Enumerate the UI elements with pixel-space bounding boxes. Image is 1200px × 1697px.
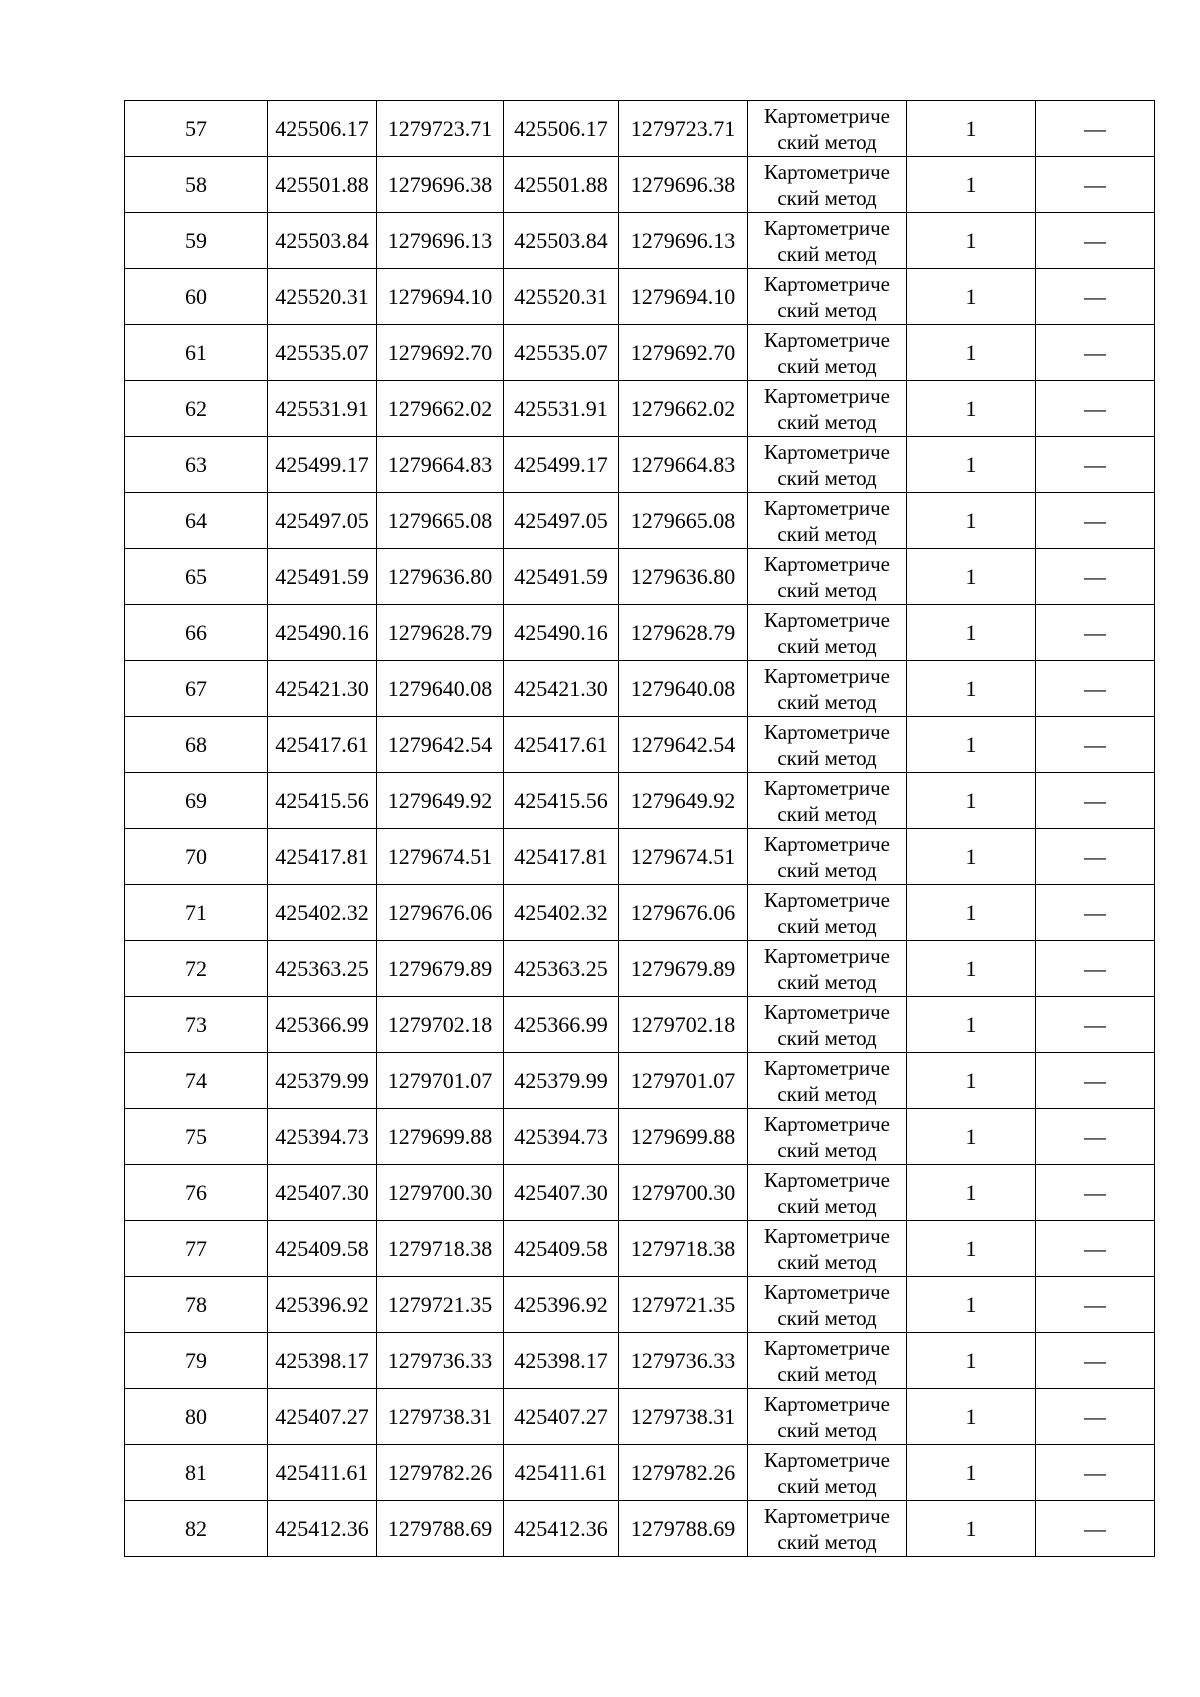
y-refined-cell: 1279676.06 <box>619 885 748 941</box>
y-refined-cell: 1279692.70 <box>619 325 748 381</box>
method-text-line-2: ский метод <box>777 241 877 266</box>
description-cell: — <box>1036 381 1155 437</box>
accuracy-cell: 1 <box>907 549 1036 605</box>
method-text-line-1: Картометриче <box>764 215 890 240</box>
y-refined-cell: 1279662.02 <box>619 381 748 437</box>
method-text-line-2: ский метод <box>777 297 877 322</box>
point-number-cell: 82 <box>125 1501 268 1557</box>
table-row <box>125 1333 1155 1389</box>
x-refined-cell: 425379.99 <box>504 1053 619 1109</box>
x-existing-cell: 425411.61 <box>268 1445 377 1501</box>
accuracy-cell: 1 <box>907 325 1036 381</box>
method-text-line-1: Картометриче <box>764 1055 890 1080</box>
point-number-cell: 66 <box>125 605 268 661</box>
method-text-line-2: ский метод <box>777 689 877 714</box>
point-number-cell: 59 <box>125 213 268 269</box>
x-existing-cell: 425503.84 <box>268 213 377 269</box>
point-number-cell: 76 <box>125 1165 268 1221</box>
y-existing-cell: 1279636.80 <box>377 549 504 605</box>
method-cell <box>748 829 907 885</box>
x-existing-cell: 425394.73 <box>268 1109 377 1165</box>
y-refined-cell: 1279721.35 <box>619 1277 748 1333</box>
description-cell: — <box>1036 437 1155 493</box>
table-row <box>125 269 1155 325</box>
description-cell: — <box>1036 101 1155 157</box>
y-existing-cell: 1279723.71 <box>377 101 504 157</box>
x-existing-cell: 425531.91 <box>268 381 377 437</box>
table-row <box>125 829 1155 885</box>
x-existing-cell: 425421.30 <box>268 661 377 717</box>
table-row <box>125 549 1155 605</box>
table-row <box>125 213 1155 269</box>
method-text-line-1: Картометриче <box>764 1223 890 1248</box>
y-refined-cell: 1279636.80 <box>619 549 748 605</box>
x-refined-cell: 425366.99 <box>504 997 619 1053</box>
table-row <box>125 1445 1155 1501</box>
table-row <box>125 101 1155 157</box>
table-body <box>125 101 1155 1557</box>
y-refined-cell: 1279702.18 <box>619 997 748 1053</box>
y-existing-cell: 1279696.38 <box>377 157 504 213</box>
x-refined-cell: 425394.73 <box>504 1109 619 1165</box>
x-refined-cell: 425491.59 <box>504 549 619 605</box>
x-existing-cell: 425497.05 <box>268 493 377 549</box>
table-row <box>125 941 1155 997</box>
x-refined-cell: 425531.91 <box>504 381 619 437</box>
method-cell <box>748 1053 907 1109</box>
accuracy-cell: 1 <box>907 1053 1036 1109</box>
x-refined-cell: 425412.36 <box>504 1501 619 1557</box>
x-existing-cell: 425535.07 <box>268 325 377 381</box>
description-cell: — <box>1036 325 1155 381</box>
y-refined-cell: 1279738.31 <box>619 1389 748 1445</box>
x-existing-cell: 425417.61 <box>268 717 377 773</box>
method-text-line-2: ский метод <box>777 633 877 658</box>
table-row <box>125 1389 1155 1445</box>
method-cell <box>748 885 907 941</box>
method-text-line-2: ский метод <box>777 1193 877 1218</box>
method-cell <box>748 101 907 157</box>
method-cell <box>748 997 907 1053</box>
method-cell <box>748 1277 907 1333</box>
method-text-line-2: ский метод <box>777 1473 877 1498</box>
table-row <box>125 1221 1155 1277</box>
y-refined-cell: 1279649.92 <box>619 773 748 829</box>
x-refined-cell: 425417.81 <box>504 829 619 885</box>
description-cell: — <box>1036 605 1155 661</box>
accuracy-cell: 1 <box>907 101 1036 157</box>
description-cell: — <box>1036 269 1155 325</box>
x-refined-cell: 425407.27 <box>504 1389 619 1445</box>
accuracy-cell: 1 <box>907 1165 1036 1221</box>
y-existing-cell: 1279700.30 <box>377 1165 504 1221</box>
x-refined-cell: 425535.07 <box>504 325 619 381</box>
x-refined-cell: 425503.84 <box>504 213 619 269</box>
point-number-cell: 63 <box>125 437 268 493</box>
y-existing-cell: 1279642.54 <box>377 717 504 773</box>
method-text-line-2: ский метод <box>777 129 877 154</box>
y-existing-cell: 1279674.51 <box>377 829 504 885</box>
method-text-line-1: Картометриче <box>764 943 890 968</box>
method-cell <box>748 493 907 549</box>
point-number-cell: 61 <box>125 325 268 381</box>
method-text-line-1: Картометриче <box>764 439 890 464</box>
description-cell: — <box>1036 493 1155 549</box>
method-text-line-2: ский метод <box>777 1417 877 1442</box>
point-number-cell: 68 <box>125 717 268 773</box>
method-text-line-2: ский метод <box>777 801 877 826</box>
x-refined-cell: 425396.92 <box>504 1277 619 1333</box>
y-refined-cell: 1279665.08 <box>619 493 748 549</box>
method-text-line-1: Картометриче <box>764 999 890 1024</box>
method-text-line-1: Картометриче <box>764 1447 890 1472</box>
method-cell <box>748 941 907 997</box>
method-cell <box>748 325 907 381</box>
table-row <box>125 997 1155 1053</box>
method-text-line-1: Картометриче <box>764 663 890 688</box>
x-refined-cell: 425409.58 <box>504 1221 619 1277</box>
y-existing-cell: 1279694.10 <box>377 269 504 325</box>
point-number-cell: 70 <box>125 829 268 885</box>
x-refined-cell: 425407.30 <box>504 1165 619 1221</box>
accuracy-cell: 1 <box>907 269 1036 325</box>
accuracy-cell: 1 <box>907 1445 1036 1501</box>
y-existing-cell: 1279628.79 <box>377 605 504 661</box>
table-row <box>125 1277 1155 1333</box>
y-refined-cell: 1279696.38 <box>619 157 748 213</box>
accuracy-cell: 1 <box>907 829 1036 885</box>
y-existing-cell: 1279738.31 <box>377 1389 504 1445</box>
method-text-line-2: ский метод <box>777 409 877 434</box>
method-cell <box>748 437 907 493</box>
method-text-line-2: ский метод <box>777 465 877 490</box>
y-refined-cell: 1279723.71 <box>619 101 748 157</box>
y-existing-cell: 1279701.07 <box>377 1053 504 1109</box>
y-refined-cell: 1279701.07 <box>619 1053 748 1109</box>
x-existing-cell: 425366.99 <box>268 997 377 1053</box>
x-existing-cell: 425407.30 <box>268 1165 377 1221</box>
x-refined-cell: 425497.05 <box>504 493 619 549</box>
point-number-cell: 65 <box>125 549 268 605</box>
y-existing-cell: 1279721.35 <box>377 1277 504 1333</box>
method-cell <box>748 773 907 829</box>
method-text-line-2: ский метод <box>777 1137 877 1162</box>
description-cell: — <box>1036 885 1155 941</box>
x-refined-cell: 425398.17 <box>504 1333 619 1389</box>
description-cell: — <box>1036 1165 1155 1221</box>
method-text-line-2: ский метод <box>777 1305 877 1330</box>
x-existing-cell: 425407.27 <box>268 1389 377 1445</box>
accuracy-cell: 1 <box>907 437 1036 493</box>
x-existing-cell: 425396.92 <box>268 1277 377 1333</box>
point-number-cell: 72 <box>125 941 268 997</box>
method-cell <box>748 1165 907 1221</box>
accuracy-cell: 1 <box>907 997 1036 1053</box>
accuracy-cell: 1 <box>907 605 1036 661</box>
y-existing-cell: 1279662.02 <box>377 381 504 437</box>
accuracy-cell: 1 <box>907 773 1036 829</box>
accuracy-cell: 1 <box>907 941 1036 997</box>
x-refined-cell: 425415.56 <box>504 773 619 829</box>
method-cell <box>748 157 907 213</box>
description-cell: — <box>1036 1109 1155 1165</box>
method-text-line-2: ский метод <box>777 1025 877 1050</box>
x-existing-cell: 425491.59 <box>268 549 377 605</box>
description-cell: — <box>1036 1333 1155 1389</box>
description-cell: — <box>1036 661 1155 717</box>
method-text-line-1: Картометриче <box>764 831 890 856</box>
accuracy-cell: 1 <box>907 661 1036 717</box>
y-existing-cell: 1279640.08 <box>377 661 504 717</box>
x-existing-cell: 425363.25 <box>268 941 377 997</box>
y-refined-cell: 1279788.69 <box>619 1501 748 1557</box>
description-cell: — <box>1036 997 1155 1053</box>
method-cell <box>748 1221 907 1277</box>
accuracy-cell: 1 <box>907 1333 1036 1389</box>
x-refined-cell: 425490.16 <box>504 605 619 661</box>
y-existing-cell: 1279699.88 <box>377 1109 504 1165</box>
x-existing-cell: 425412.36 <box>268 1501 377 1557</box>
accuracy-cell: 1 <box>907 1277 1036 1333</box>
y-existing-cell: 1279664.83 <box>377 437 504 493</box>
y-refined-cell: 1279628.79 <box>619 605 748 661</box>
point-number-cell: 69 <box>125 773 268 829</box>
table-row <box>125 605 1155 661</box>
coordinates-table <box>124 100 1155 1557</box>
y-existing-cell: 1279676.06 <box>377 885 504 941</box>
method-text-line-1: Картометриче <box>764 1391 890 1416</box>
y-refined-cell: 1279700.30 <box>619 1165 748 1221</box>
table-row <box>125 661 1155 717</box>
point-number-cell: 77 <box>125 1221 268 1277</box>
method-cell <box>748 1501 907 1557</box>
x-refined-cell: 425506.17 <box>504 101 619 157</box>
description-cell: — <box>1036 1221 1155 1277</box>
accuracy-cell: 1 <box>907 1109 1036 1165</box>
table-row <box>125 157 1155 213</box>
method-text-line-2: ский метод <box>777 577 877 602</box>
description-cell: — <box>1036 1053 1155 1109</box>
accuracy-cell: 1 <box>907 885 1036 941</box>
y-refined-cell: 1279718.38 <box>619 1221 748 1277</box>
method-text-line-1: Картометриче <box>764 607 890 632</box>
point-number-cell: 78 <box>125 1277 268 1333</box>
y-existing-cell: 1279696.13 <box>377 213 504 269</box>
method-cell <box>748 213 907 269</box>
method-cell <box>748 1333 907 1389</box>
method-text-line-1: Картометриче <box>764 103 890 128</box>
method-text-line-1: Картометриче <box>764 383 890 408</box>
y-existing-cell: 1279692.70 <box>377 325 504 381</box>
y-refined-cell: 1279699.88 <box>619 1109 748 1165</box>
description-cell: — <box>1036 1501 1155 1557</box>
x-existing-cell: 425417.81 <box>268 829 377 885</box>
method-text-line-2: ский метод <box>777 1361 877 1386</box>
method-cell <box>748 269 907 325</box>
method-text-line-2: ский метод <box>777 185 877 210</box>
y-refined-cell: 1279674.51 <box>619 829 748 885</box>
method-text-line-2: ский метод <box>777 745 877 770</box>
y-existing-cell: 1279679.89 <box>377 941 504 997</box>
x-refined-cell: 425499.17 <box>504 437 619 493</box>
point-number-cell: 75 <box>125 1109 268 1165</box>
method-text-line-1: Картометриче <box>764 1279 890 1304</box>
description-cell: — <box>1036 157 1155 213</box>
y-existing-cell: 1279788.69 <box>377 1501 504 1557</box>
method-text-line-1: Картометриче <box>764 1503 890 1528</box>
method-text-line-1: Картометриче <box>764 1111 890 1136</box>
x-refined-cell: 425501.88 <box>504 157 619 213</box>
y-existing-cell: 1279782.26 <box>377 1445 504 1501</box>
x-refined-cell: 425411.61 <box>504 1445 619 1501</box>
y-existing-cell: 1279736.33 <box>377 1333 504 1389</box>
method-text-line-2: ский метод <box>777 353 877 378</box>
table-row <box>125 773 1155 829</box>
method-text-line-2: ский метод <box>777 969 877 994</box>
method-text-line-1: Картометриче <box>764 775 890 800</box>
table-row <box>125 1053 1155 1109</box>
method-text-line-2: ский метод <box>777 1249 877 1274</box>
description-cell: — <box>1036 1445 1155 1501</box>
y-existing-cell: 1279665.08 <box>377 493 504 549</box>
x-existing-cell: 425501.88 <box>268 157 377 213</box>
point-number-cell: 60 <box>125 269 268 325</box>
y-existing-cell: 1279718.38 <box>377 1221 504 1277</box>
method-cell <box>748 381 907 437</box>
y-refined-cell: 1279782.26 <box>619 1445 748 1501</box>
table-row <box>125 1501 1155 1557</box>
table-row <box>125 493 1155 549</box>
description-cell: — <box>1036 1389 1155 1445</box>
table-row <box>125 325 1155 381</box>
point-number-cell: 73 <box>125 997 268 1053</box>
method-text-line-1: Картометриче <box>764 1335 890 1360</box>
x-existing-cell: 425415.56 <box>268 773 377 829</box>
y-existing-cell: 1279702.18 <box>377 997 504 1053</box>
x-existing-cell: 425490.16 <box>268 605 377 661</box>
accuracy-cell: 1 <box>907 213 1036 269</box>
method-text-line-1: Картометриче <box>764 271 890 296</box>
description-cell: — <box>1036 1277 1155 1333</box>
method-text-line-2: ский метод <box>777 1081 877 1106</box>
point-number-cell: 80 <box>125 1389 268 1445</box>
method-text-line-2: ский метод <box>777 521 877 546</box>
description-cell: — <box>1036 213 1155 269</box>
method-text-line-2: ский метод <box>777 1529 877 1554</box>
method-cell <box>748 549 907 605</box>
y-refined-cell: 1279696.13 <box>619 213 748 269</box>
y-refined-cell: 1279694.10 <box>619 269 748 325</box>
x-refined-cell: 425402.32 <box>504 885 619 941</box>
point-number-cell: 64 <box>125 493 268 549</box>
description-cell: — <box>1036 773 1155 829</box>
x-refined-cell: 425363.25 <box>504 941 619 997</box>
method-cell <box>748 1389 907 1445</box>
method-text-line-1: Картометриче <box>764 719 890 744</box>
point-number-cell: 79 <box>125 1333 268 1389</box>
accuracy-cell: 1 <box>907 1389 1036 1445</box>
x-existing-cell: 425506.17 <box>268 101 377 157</box>
table-row <box>125 437 1155 493</box>
method-text-line-1: Картометриче <box>764 327 890 352</box>
method-text-line-1: Картометриче <box>764 1167 890 1192</box>
method-cell <box>748 1445 907 1501</box>
accuracy-cell: 1 <box>907 381 1036 437</box>
description-cell: — <box>1036 941 1155 997</box>
point-number-cell: 81 <box>125 1445 268 1501</box>
table-row <box>125 381 1155 437</box>
method-text-line-2: ский метод <box>777 857 877 882</box>
y-refined-cell: 1279664.83 <box>619 437 748 493</box>
method-text-line-1: Картометриче <box>764 551 890 576</box>
accuracy-cell: 1 <box>907 157 1036 213</box>
description-cell: — <box>1036 717 1155 773</box>
x-existing-cell: 425379.99 <box>268 1053 377 1109</box>
method-text-line-1: Картометриче <box>764 887 890 912</box>
table-row <box>125 1109 1155 1165</box>
x-existing-cell: 425520.31 <box>268 269 377 325</box>
table-row <box>125 717 1155 773</box>
accuracy-cell: 1 <box>907 1501 1036 1557</box>
point-number-cell: 62 <box>125 381 268 437</box>
method-text-line-2: ский метод <box>777 913 877 938</box>
point-number-cell: 67 <box>125 661 268 717</box>
x-existing-cell: 425499.17 <box>268 437 377 493</box>
x-existing-cell: 425402.32 <box>268 885 377 941</box>
method-cell <box>748 661 907 717</box>
point-number-cell: 58 <box>125 157 268 213</box>
table-row <box>125 1165 1155 1221</box>
y-existing-cell: 1279649.92 <box>377 773 504 829</box>
point-number-cell: 74 <box>125 1053 268 1109</box>
x-refined-cell: 425417.61 <box>504 717 619 773</box>
accuracy-cell: 1 <box>907 717 1036 773</box>
x-existing-cell: 425409.58 <box>268 1221 377 1277</box>
method-cell <box>748 605 907 661</box>
point-number-cell: 71 <box>125 885 268 941</box>
accuracy-cell: 1 <box>907 1221 1036 1277</box>
method-cell <box>748 1109 907 1165</box>
description-cell: — <box>1036 549 1155 605</box>
y-refined-cell: 1279679.89 <box>619 941 748 997</box>
x-existing-cell: 425398.17 <box>268 1333 377 1389</box>
point-number-cell: 57 <box>125 101 268 157</box>
y-refined-cell: 1279642.54 <box>619 717 748 773</box>
accuracy-cell: 1 <box>907 493 1036 549</box>
x-refined-cell: 425421.30 <box>504 661 619 717</box>
table-row <box>125 885 1155 941</box>
y-refined-cell: 1279736.33 <box>619 1333 748 1389</box>
description-cell: — <box>1036 829 1155 885</box>
method-text-line-1: Картометриче <box>764 159 890 184</box>
x-refined-cell: 425520.31 <box>504 269 619 325</box>
method-text-line-1: Картометриче <box>764 495 890 520</box>
y-refined-cell: 1279640.08 <box>619 661 748 717</box>
method-cell <box>748 717 907 773</box>
